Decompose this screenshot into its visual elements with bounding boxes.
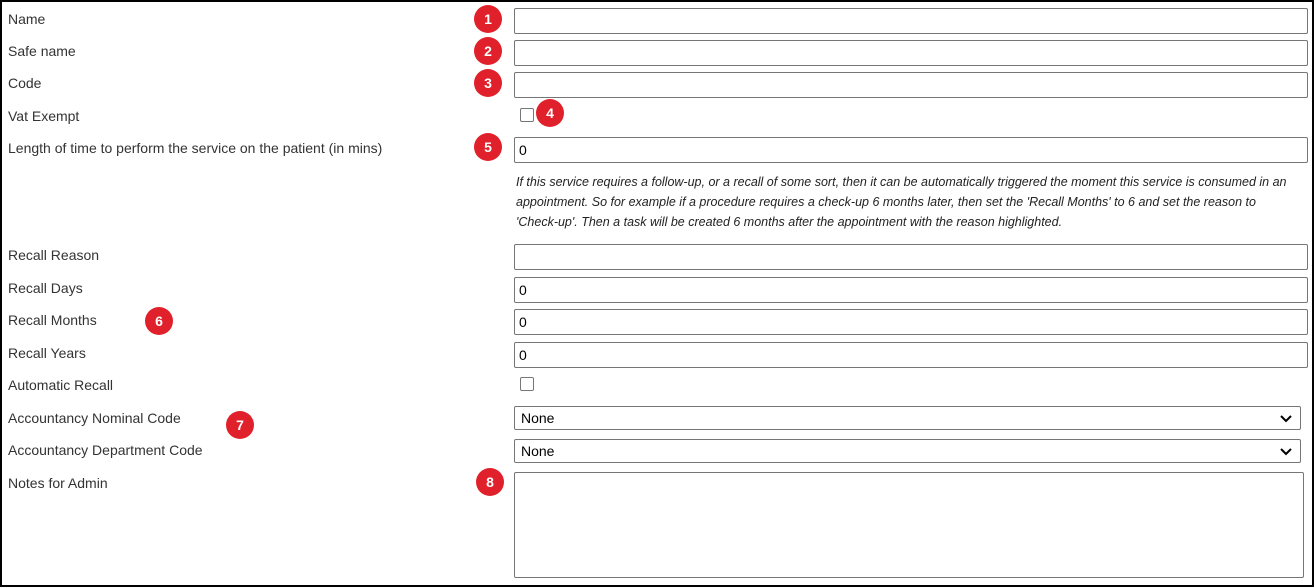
recall-months-input[interactable]: 0: [514, 309, 1308, 335]
chevron-down-icon: [1278, 443, 1294, 459]
code-input[interactable]: [514, 72, 1308, 98]
department-code-select[interactable]: [514, 439, 1301, 463]
recall-months-label: Recall Months: [8, 312, 97, 328]
callout-badge-7: 7: [226, 411, 254, 439]
automatic-recall-checkbox[interactable]: [520, 377, 534, 391]
vat-exempt-checkbox[interactable]: [520, 108, 534, 122]
callout-badge-1: 1: [474, 5, 502, 33]
name-label: Name: [8, 11, 46, 27]
code-label: Code: [8, 75, 42, 91]
callout-badge-6: 6: [145, 307, 173, 335]
callout-badge-4: 4: [536, 99, 564, 127]
vat-exempt-label: Vat Exempt: [8, 108, 80, 124]
safe-name-input[interactable]: [514, 40, 1308, 66]
callout-badge-3: 3: [474, 69, 502, 97]
nominal-code-value: None: [521, 410, 555, 426]
length-label: Length of time to perform the service on the patient (in mins): [8, 140, 383, 156]
safe-name-label: Safe name: [8, 43, 76, 59]
department-code-value: None: [521, 443, 555, 459]
length-input[interactable]: 0: [514, 137, 1308, 163]
nominal-code-label: Accountancy Nominal Code: [8, 410, 181, 426]
recall-years-input[interactable]: 0: [514, 342, 1308, 368]
recall-days-input[interactable]: 0: [514, 277, 1308, 303]
callout-badge-2: 2: [474, 37, 502, 65]
department-code-label: Accountancy Department Code: [8, 442, 203, 458]
callout-badge-5: 5: [474, 133, 502, 161]
name-input[interactable]: [514, 8, 1308, 34]
notes-label: Notes for Admin: [8, 475, 108, 491]
notes-textarea[interactable]: [514, 472, 1304, 578]
recall-days-label: Recall Days: [8, 280, 83, 296]
recall-years-label: Recall Years: [8, 345, 86, 361]
callout-badge-8: 8: [476, 468, 504, 496]
chevron-down-icon: [1278, 410, 1294, 426]
automatic-recall-label: Automatic Recall: [8, 377, 114, 393]
recall-help-text: If this service requires a follow-up, or a recall of some sort, then it can be automatically triggered the moment this service is consumed in an appointment. So for example if a procedure requires a check-up 6 months later, then set the 'Recall Months' to 6 and set the reason to 'Check-up'. Then a task will be created 6 months after the appointment with the reason highlighted.: [516, 175, 1287, 229]
recall-reason-input[interactable]: [514, 244, 1308, 270]
recall-reason-label: Recall Reason: [8, 247, 100, 263]
nominal-code-select[interactable]: [514, 406, 1301, 430]
